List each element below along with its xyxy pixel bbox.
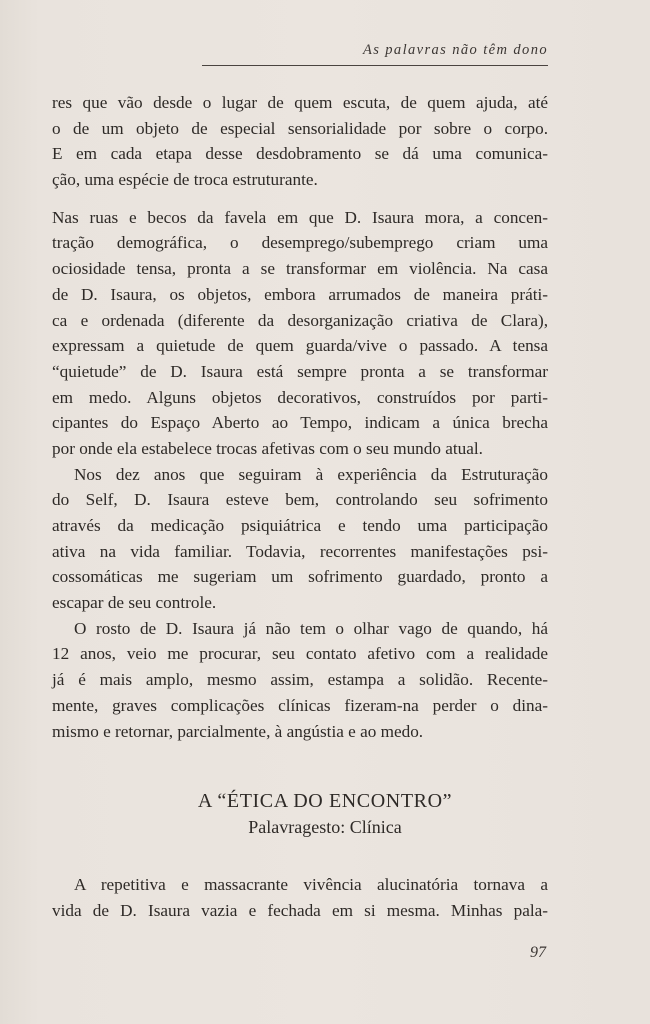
text-line: por onde ela estabelece trocas afetivas com o seu mundo atual. [52, 438, 483, 458]
page-number: 97 [530, 944, 546, 961]
text-line: cossomáticas me sugeriam um sofrimento guardado, pronto a [52, 567, 548, 587]
text-line: em medo. Alguns objetos decorativos, construídos por parti- [52, 387, 548, 407]
text-line: Nos dez anos que seguiram à experiência da Estruturação [74, 464, 548, 484]
text-line: do Self, D. Isaura esteve bem, controlando seu sofrimento [52, 490, 548, 510]
text-line: de D. Isaura, os objetos, embora arrumados de maneira práti- [52, 284, 548, 304]
text-line: mismo e retornar, parcialmente, à angústia e ao medo. [52, 721, 424, 741]
text-line: o de um objeto de especial sensorialidade por sobre o corpo. [52, 118, 548, 138]
text-line: E em cada etapa desse desdobramento se dá uma comunica- [52, 144, 548, 164]
section-subtitle: Palavragesto: Clínica [248, 817, 402, 837]
text-line: res que vão desde o lugar de quem escuta, de quem ajuda, até [52, 93, 548, 112]
text-line: tração demográfica, o desemprego/subemprego criam uma [52, 233, 548, 253]
text-line: através da medicação psiquiátrica e tendo uma participação [52, 516, 548, 535]
paragraph [52, 90, 548, 193]
running-head: As palavras não têm dono [362, 42, 548, 58]
text-line: já é mais amplo, mesmo assim, estampa a solidão. Recente- [52, 670, 548, 690]
text-line: mente, graves complicações clínicas fizeram-na perder o dina- [52, 695, 548, 715]
paragraph-spacer [52, 193, 548, 205]
text-line: 12 anos, veio me procurar, seu contato afetivo com a realidade [52, 644, 548, 664]
text-line: escapar de seu controle. [52, 593, 217, 613]
text-line: O rosto de D. Isaura já não tem o olhar vago de quando, há [74, 618, 548, 638]
paragraph [52, 205, 548, 462]
text-line: Nas ruas e becos da favela em que D. Isaura mora, a concen- [52, 207, 548, 227]
header-rule [202, 65, 548, 66]
text-line: ativa na vida familiar. Todavia, recorrentes manifestações psi- [52, 541, 548, 561]
body-text [52, 90, 548, 744]
text-line: “quietude” de D. Isaura está sempre pronta a se transformar [52, 361, 548, 381]
text-line: ociosidade tensa, pronta a se transformar em violência. Na casa [52, 259, 548, 279]
text-line: cipantes do Espaço Aberto ao Tempo, indicam a única brecha [52, 413, 548, 433]
text-line: ção, uma espécie de troca estruturante. [52, 170, 318, 190]
text-line: ca e ordenada (diferente da desorganização criativa de Clara), [52, 310, 548, 330]
paragraph [52, 616, 548, 744]
section-title: A “ÉTICA DO ENCONTRO” [197, 790, 453, 812]
body-text-continued [52, 872, 548, 923]
text-line: vida de D. Isaura vazia e fechada em si mesma. Minhas pala- [52, 900, 548, 920]
text-line: expressam a quietude de quem guarda/vive o passado. A tensa [52, 336, 548, 356]
text-line: A repetitiva e massacrante vivência alucinatória tornava a [74, 875, 548, 894]
paragraph [52, 462, 548, 616]
paragraph [52, 872, 548, 923]
